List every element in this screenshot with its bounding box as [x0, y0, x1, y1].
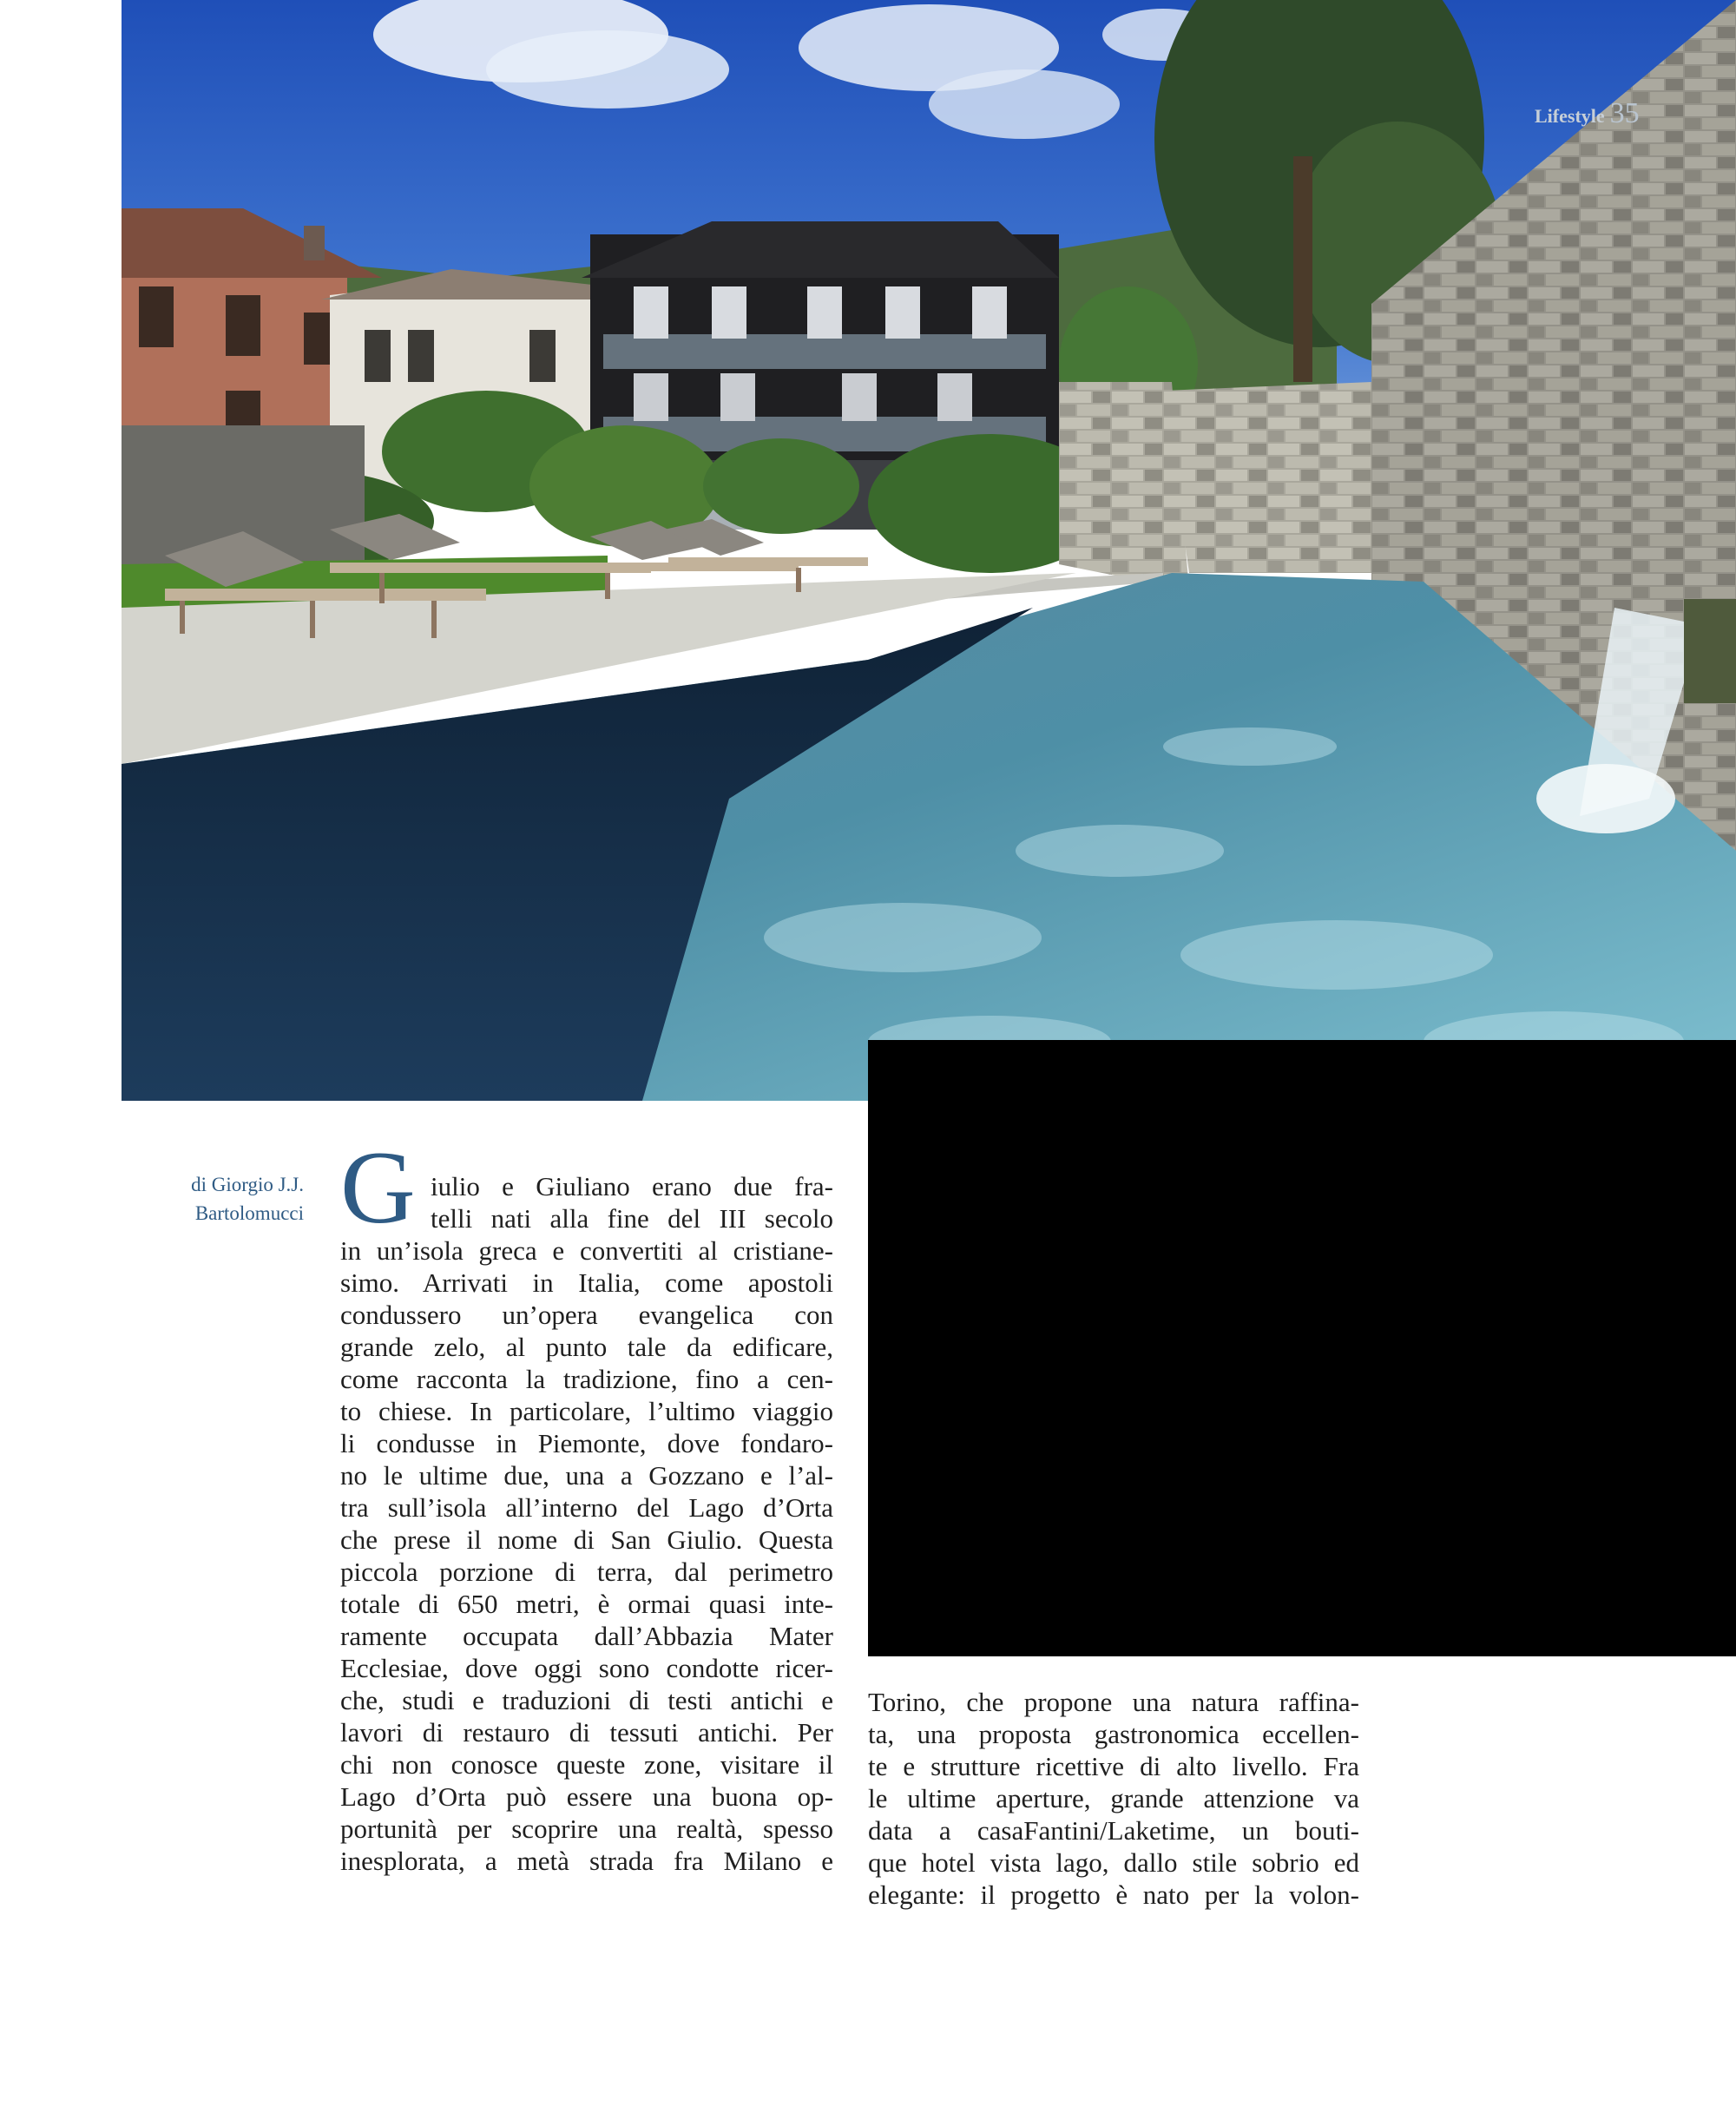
text-line: Ecclesiae, dove oggi sono condotte ricer- [340, 1653, 833, 1683]
text-line: li condusse in Piemonte, dove fondaro- [340, 1428, 833, 1458]
text-line: telli nati alla fine del III secolo [431, 1203, 833, 1234]
text-line: ramente occupata dall’Abbazia Mater [340, 1621, 833, 1651]
text-line: te e strutture ricettive di alto livello. Fra [868, 1751, 1359, 1781]
text-line: ta, una proposta gastronomica eccellen- [868, 1719, 1359, 1749]
article-column-1 [340, 1170, 833, 1877]
text-line: data a casaFantini/Laketime, un bouti- [868, 1815, 1359, 1846]
page-number [1535, 97, 1640, 130]
text-line: no le ultime due, una a Gozzano e l’al- [340, 1460, 833, 1491]
hotel-pool-photo [122, 0, 1736, 1101]
text-line: Lago d’Orta può essere una buona op- [340, 1781, 833, 1812]
text-line: come racconta la tradizione, fino a cen- [340, 1364, 833, 1394]
text-line: simo. Arrivati in Italia, come apostoli [340, 1267, 833, 1298]
text-line: che, studi e traduzioni di testi antichi e [340, 1685, 833, 1715]
byline-line-2: Bartolomucci [194, 1202, 304, 1224]
text-line: chi non conosce queste zone, visitare il [340, 1749, 833, 1780]
text-line: le ultime aperture, grande attenzione va [868, 1783, 1359, 1813]
text-line: portunità per scoprire una realtà, spesso [340, 1813, 833, 1844]
text-line: totale di 650 metri, è ormai quasi inte- [340, 1589, 833, 1619]
text-line: in un’isola greca e convertiti al cristiane- [340, 1235, 833, 1266]
text-line: to chiese. In particolare, l’ultimo viaggio [340, 1396, 833, 1426]
text-line: condussero un’opera evangelica con [340, 1300, 833, 1330]
text-line: que hotel vista lago, dallo stile sobrio ed [868, 1847, 1359, 1878]
text-line: inesplorata, a metà strada fra Milano e [340, 1846, 833, 1876]
magazine-brand: Lifestyle [1535, 105, 1605, 127]
text-line: grande zelo, al punto tale da edificare, [340, 1332, 833, 1362]
article-column-2 [868, 1686, 1359, 1911]
text-line: piccola porzione di terra, dal perimetro [340, 1557, 833, 1587]
text-line: elegante: il progetto è nato per la volon- [868, 1879, 1359, 1910]
page-number-value: 35 [1609, 97, 1640, 129]
byline [130, 1170, 304, 1228]
text-line: iulio e Giuliano erano due fra- [431, 1171, 833, 1201]
text-line: che prese il nome di San Giulio. Questa [340, 1524, 833, 1555]
text-line: Torino, che propone una natura raffina- [868, 1687, 1359, 1717]
drop-cap: G [340, 1129, 416, 1245]
byline-line-1: di Giorgio J.J. [191, 1174, 304, 1195]
text-line: tra sull’isola all’interno del Lago d’Orta [340, 1492, 833, 1523]
black-image-block [868, 1040, 1736, 1656]
text-line: lavori di restauro di tessuti antichi. Per [340, 1717, 833, 1748]
